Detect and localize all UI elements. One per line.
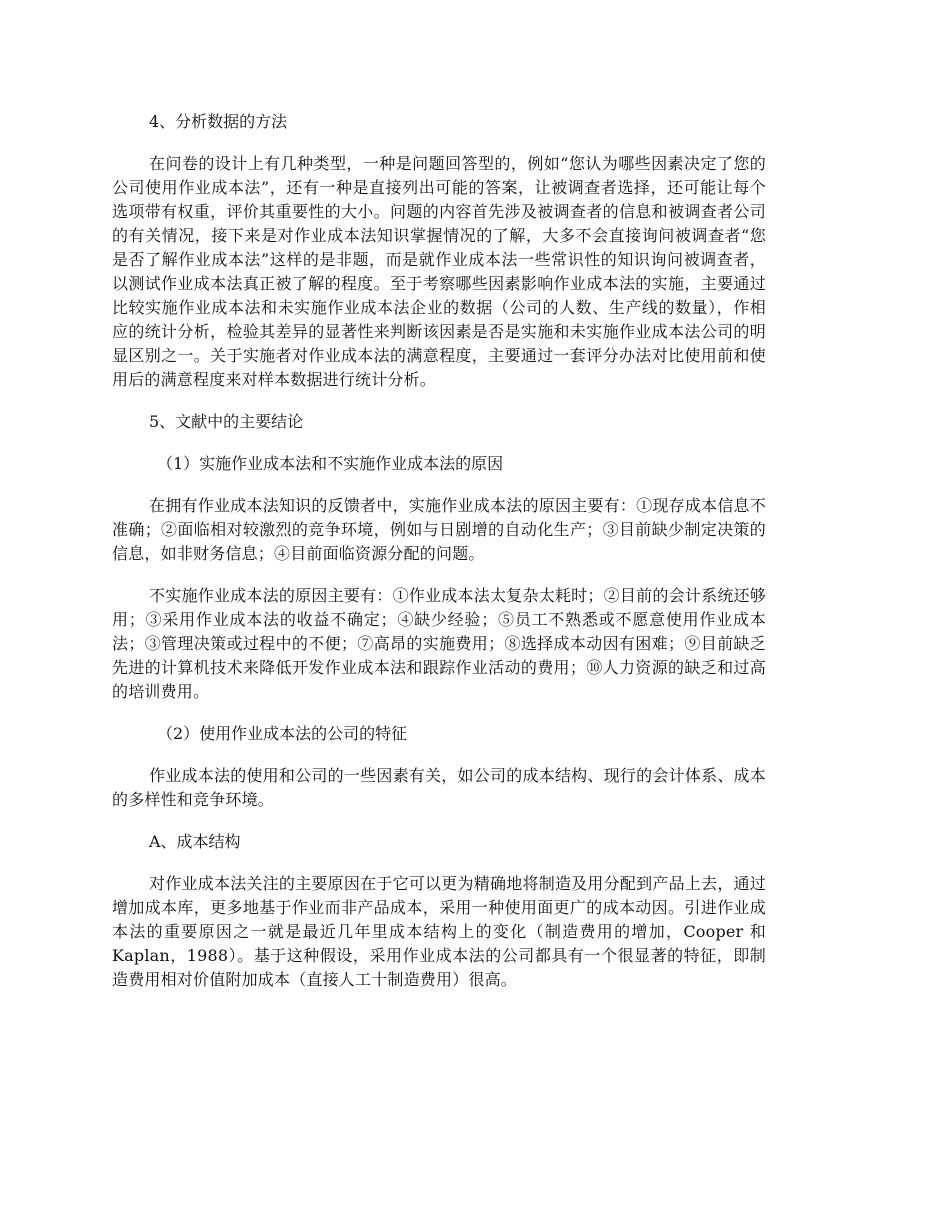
paragraph-company-features: 作业成本法的使用和公司的一些因素有关，如公司的成本结构、现行的会计体系、成本的多样性和竞争环境。 [112, 766, 766, 809]
paragraph-analysis-method: 在问卷的设计上有几种类型，一种是问题回答型的，例如“您认为哪些因素决定了您的公司使用作业成本法”，还有一种是直接列出可能的答案，让被调查者选择，还可能让每个选项带有权重，评价其重要性的大小。问题的内容首先涉及被调查者的信息和被调查者公司的有关情况，接下来是对作业成本法知识掌握情况的了解，大多不会直接询问被调查者“您是否了解作业成本法”这样的是非题，而是就作业成本法一些常识性的知识询问被调查者，以测试作业成本法真正被了解的程度。至于考察哪些因素影响作业成本法的实施，主要通过比较实施作业成本法和未实施作业成本法企业的数据（公司的人数、生产线的数量），作相应的统计分析，检验其差异的显著性来判断该因素是否是实施和未实施作业成本法公司的明显区别之一。关于实施者对作业成本法的满意程度，主要通过一套评分办法对比使用前和使用后的满意程度来对样本数据进行统计分析。 [112, 154, 766, 389]
paragraph-reasons-implement: 在拥有作业成本法知识的反馈者中，实施作业成本法的原因主要有：①现存成本信息不准确；②面临相对较激烈的竞争环境，例如与日剧增的自动化生产；③目前缺少制定决策的信息，如非财务信息；④目前面临资源分配的问题。 [112, 496, 766, 563]
section-heading-A: A、成本结构 [149, 832, 241, 851]
document-page [112, 110, 766, 1010]
section-heading-4: 4、分析数据的方法 [149, 112, 288, 131]
paragraph-cost-structure: 对作业成本法关注的主要原因在于它可以更为精确地将制造及用分配到产品上去，通过增加成本库，更多地基于作业而非产品成本，采用一种使用面更广的成本动因。引进作业成本法的重要原因之一就是最近几年里成本结构上的变化（制造费用的增加，Cooper 和 Kaplan，1988）。基于这种假设，采用作业成本法的公司都具有一个很显著的特征，即制造费用相对价值附加成本（直接人工十制造费用）很高。 [112, 874, 766, 989]
subheading-2-features: （2）使用作业成本法的公司的特征 [157, 724, 408, 743]
section-heading-5: 5、文献中的主要结论 [149, 412, 304, 431]
subheading-1-reasons: （1）实施作业成本法和不实施作业成本法的原因 [157, 454, 504, 473]
paragraph-reasons-not-implement: 不实施作业成本法的原因主要有：①作业成本法太复杂太耗时；②目前的会计系统还够用；③采用作业成本法的收益不确定；④缺少经验；⑤员工不熟悉或不愿意使用作业成本法；③管理决策或过程中的不便；⑦高昂的实施费用；⑧选择成本动因有困难；⑨目前缺乏先进的计算机技术来降低开发作业成本法和跟踪作业活动的费用；⑩人力资源的缺乏和过高的培训费用。 [112, 586, 766, 701]
